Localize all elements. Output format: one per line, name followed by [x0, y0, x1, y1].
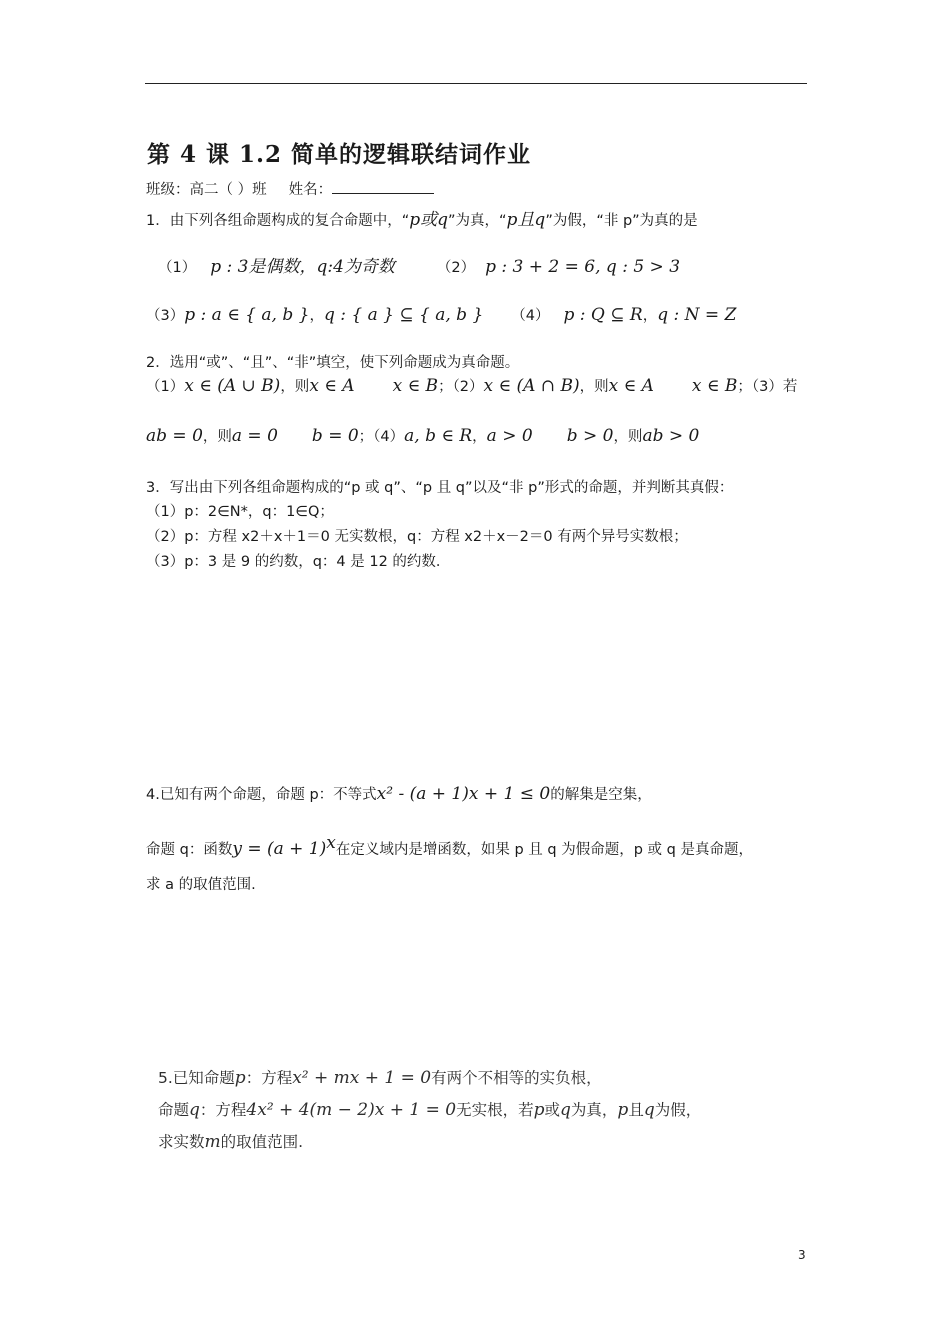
q1-p-and-q: p且q [506, 210, 546, 230]
class-line [146, 178, 434, 199]
q4-function-exponent: x [326, 833, 336, 853]
page-title: 第 4 课 1.2 简单的逻辑联结词作业 [147, 141, 532, 168]
q5-line3: 求实数m的取值范围. [158, 1132, 304, 1152]
q1-o4-label: （4） [511, 308, 550, 324]
q1-p-or-q: p或q [409, 210, 449, 230]
q4-line2: 命题 q：函数$y = (a + 1)^x$在定义域内是增函数，如果 p 且 q 为假命题，p 或 q 是真命题， [146, 833, 753, 859]
q1-o1-math: p : 3是偶数，q:4为奇数 [210, 257, 395, 277]
q1-stem: 1．由下列各组命题构成的复合命题中，“p或q”为真，“p且q”为假，“非 p”为真的是 [146, 210, 698, 230]
header-rule [145, 83, 807, 84]
q1-o4-math-p: p : Q ⊆ R [563, 305, 643, 325]
q1-o1-label: （1） [158, 260, 197, 276]
q3-line1: （1）p：2∈N*，q：1∈Q； [146, 504, 334, 520]
q5-line2: 命题q：方程4x² + 4(m − 2)x + 1 = 0无实根，若p或q为真，p且q为假， [158, 1100, 702, 1120]
name-label: 姓名： [288, 182, 333, 198]
class-label: 班级：高二（ ）班 [146, 182, 267, 198]
q1-o3-math-q: q : { a } ⊆ { a, b } [323, 305, 484, 325]
q1-o3-math-p: p : a ∈ { a, b } [184, 305, 310, 325]
q1-o3-label: （3） [146, 308, 185, 324]
q1-o4-math-q: q : N = Z [657, 305, 737, 325]
q2-row2: ab = 0，则a = 0 b = 0；（4）a, b ∈ R，a > 0 b > 0，则ab > 0 [146, 426, 700, 446]
page-number: 3 [798, 1248, 806, 1262]
q2-row1: （1）x ∈ (A ∪ B)，则x ∈ A x ∈ B；（2）x ∈ (A ∩ B)，则x ∈ A x ∈ B；（3）若 [146, 376, 798, 396]
q5-line1: 5.已知命题p：方程x² + mx + 1 = 0有两个不相等的实负根， [158, 1068, 602, 1088]
q3-line2: （2）p：方程 x2＋x＋1＝0 无实数根，q：方程 x2＋x－2＝0 有两个异号实数根； [146, 529, 688, 545]
q1-o2-label: （2） [436, 260, 476, 276]
q1-options-row2: （3）p : a ∈ { a, b }，q : { a } ⊆ { a, b } （4） p : Q ⊆ R，q : N = Z [146, 305, 737, 325]
q2-stem: 2．选用“或”、“且”、“非”填空，使下列命题成为真命题。 [146, 355, 520, 371]
q4-inequality: x² - (a + 1)x + 1 ≤ 0 [376, 784, 551, 804]
q1-o2-math: p : 3 + 2 = 6, q : 5 > 3 [485, 257, 681, 277]
q3-stem: 3．写出由下列各组命题构成的“p 或 q”、“p 且 q”以及“非 p”形式的命题，并判断其真假： [146, 480, 734, 496]
q4-function: y = (a + 1) [232, 838, 327, 859]
q3-line3: （3）p：3 是 9 的约数，q：4 是 12 的约数． [146, 554, 451, 570]
q4-line3: 求 a 的取值范围. [146, 877, 256, 893]
name-blank [332, 179, 434, 194]
q4-line1: 4.已知有两个命题，命题 p：不等式x² - (a + 1)x + 1 ≤ 0的解集是空集， [146, 784, 652, 804]
q1-options-row1 [146, 252, 680, 277]
